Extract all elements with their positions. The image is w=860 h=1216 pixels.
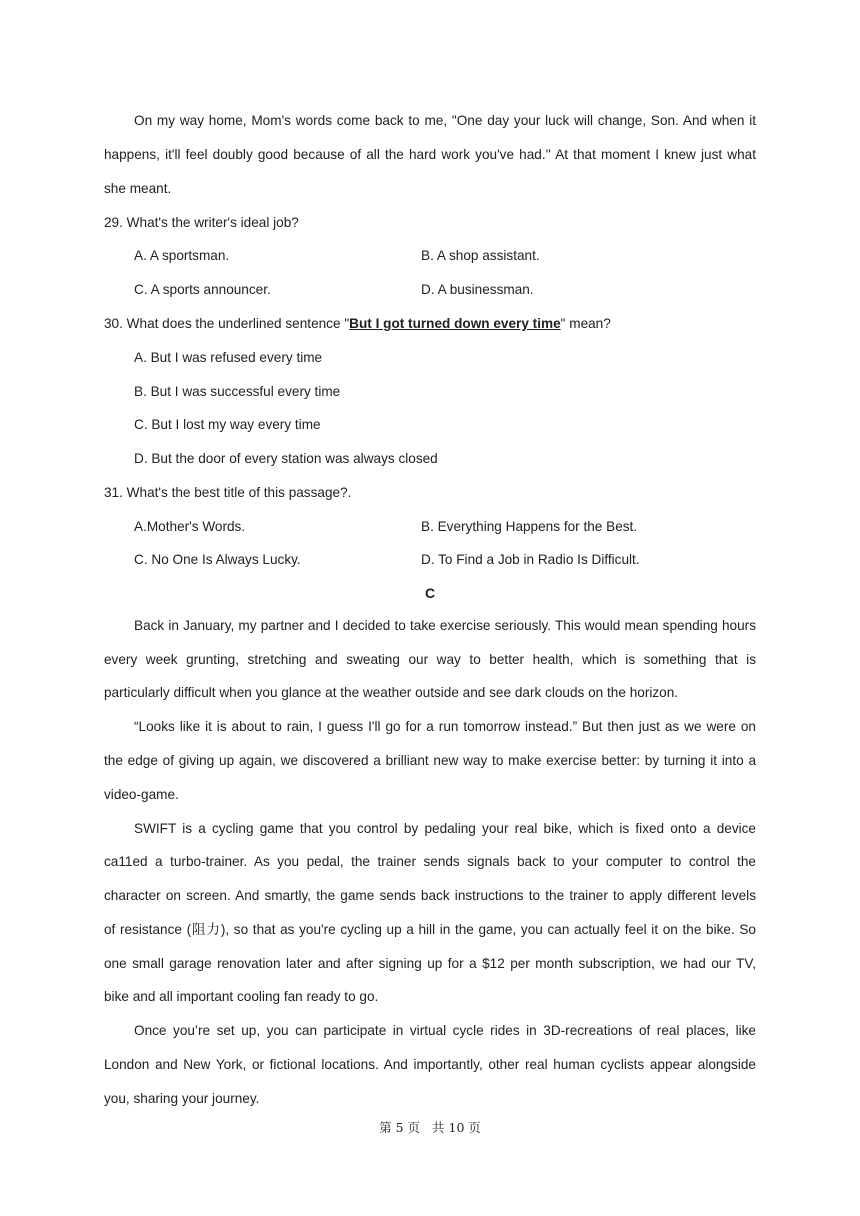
question-31-option-d: D. To Find a Job in Radio Is Difficult. <box>421 552 640 567</box>
footer-total-label: 共 <box>432 1120 445 1135</box>
paragraph-line: of resistance (阻力), so that as you're cycling up a hill in the game, you can actually feel it on the bike. So <box>104 922 756 937</box>
paragraph-line: SWIFT is a cycling game that you control by pedaling your real bike, which is fixed onto a device <box>134 821 756 836</box>
question-30-stem-suffix: " mean? <box>560 316 611 331</box>
footer-page-unit: 页 <box>407 1120 421 1135</box>
paragraph-line: ca11ed a turbo-trainer. As you pedal, the trainer sends signals back to your computer to control the <box>104 854 756 869</box>
footer-total-pages: 10 <box>448 1120 465 1135</box>
paragraph-line: bike and all important cooling fan ready to go. <box>104 989 379 1004</box>
page-footer <box>0 1118 860 1138</box>
paragraph-line: London and New York, or fictional locations. And importantly, other real human cyclists appear alongside <box>104 1057 756 1072</box>
paragraph-line: one small garage renovation later and after signing up for a $12 per month subscription, we had our TV, <box>104 956 756 971</box>
underlined-sentence: But I got turned down every time <box>349 316 561 331</box>
question-30-stem-prefix: 30. What does the underlined sentence " <box>104 316 350 331</box>
paragraph-line: On my way home, Mom's words come back to me, "One day your luck will change, Son. And when it <box>134 113 756 128</box>
paragraph-line: every week grunting, stretching and sweating our way to better health, which is something that is <box>104 652 756 667</box>
paragraph-line: particularly difficult when you glance at the weather outside and see dark clouds on the horizon. <box>104 685 679 700</box>
paragraph-line: she meant. <box>104 181 172 196</box>
question-31-option-b: B. Everything Happens for the Best. <box>421 519 638 534</box>
question-30-option-a: A. But I was refused every time <box>134 350 323 365</box>
footer-page-number: 5 <box>395 1120 404 1135</box>
question-31-option-a: A.Mother's Words. <box>134 519 246 534</box>
paragraph-line: “Looks like it is about to rain, I guess I'll go for a run tomorrow instead.” But then just as we were on <box>134 719 756 734</box>
question-29-option-b: B. A shop assistant. <box>421 248 540 263</box>
question-30-option-c: C. But I lost my way every time <box>134 417 321 432</box>
question-31-option-c: C. No One Is Always Lucky. <box>134 552 301 567</box>
footer-page-label: 第 <box>379 1120 392 1135</box>
paragraph-line: character on screen. And smartly, the game sends back instructions to the trainer to apply different levels <box>104 888 756 903</box>
paragraph-line: Back in January, my partner and I decided to take exercise seriously. This would mean spending hours <box>134 618 756 633</box>
paragraph-line: video-game. <box>104 787 179 802</box>
question-31-stem: 31. What's the best title of this passage?. <box>104 485 352 500</box>
footer-total-unit: 页 <box>468 1120 481 1135</box>
question-30-option-d: D. But the door of every station was always closed <box>134 451 438 466</box>
section-heading: C <box>424 585 436 601</box>
paragraph-line: the edge of giving up again, we discovered a brilliant new way to make exercise better: by turning it into a <box>104 753 756 768</box>
paragraph-line: happens, it'll feel doubly good because of all the hard work you've had.'' At that moment I knew just what <box>104 147 756 162</box>
question-29-option-d: D. A businessman. <box>421 282 534 297</box>
question-30-option-b: B. But I was successful every time <box>134 384 341 399</box>
question-30-stem <box>104 314 756 334</box>
question-29-option-c: C. A sports announcer. <box>134 282 271 297</box>
question-29-option-a: A. A sportsman. <box>134 248 230 263</box>
paragraph-line: you, sharing your journey. <box>104 1091 260 1106</box>
question-29-stem: 29. What's the writer's ideal job? <box>104 215 299 230</box>
paragraph-line: Once you’re set up, you can participate in virtual cycle rides in 3D-recreations of real places, like <box>134 1023 756 1038</box>
